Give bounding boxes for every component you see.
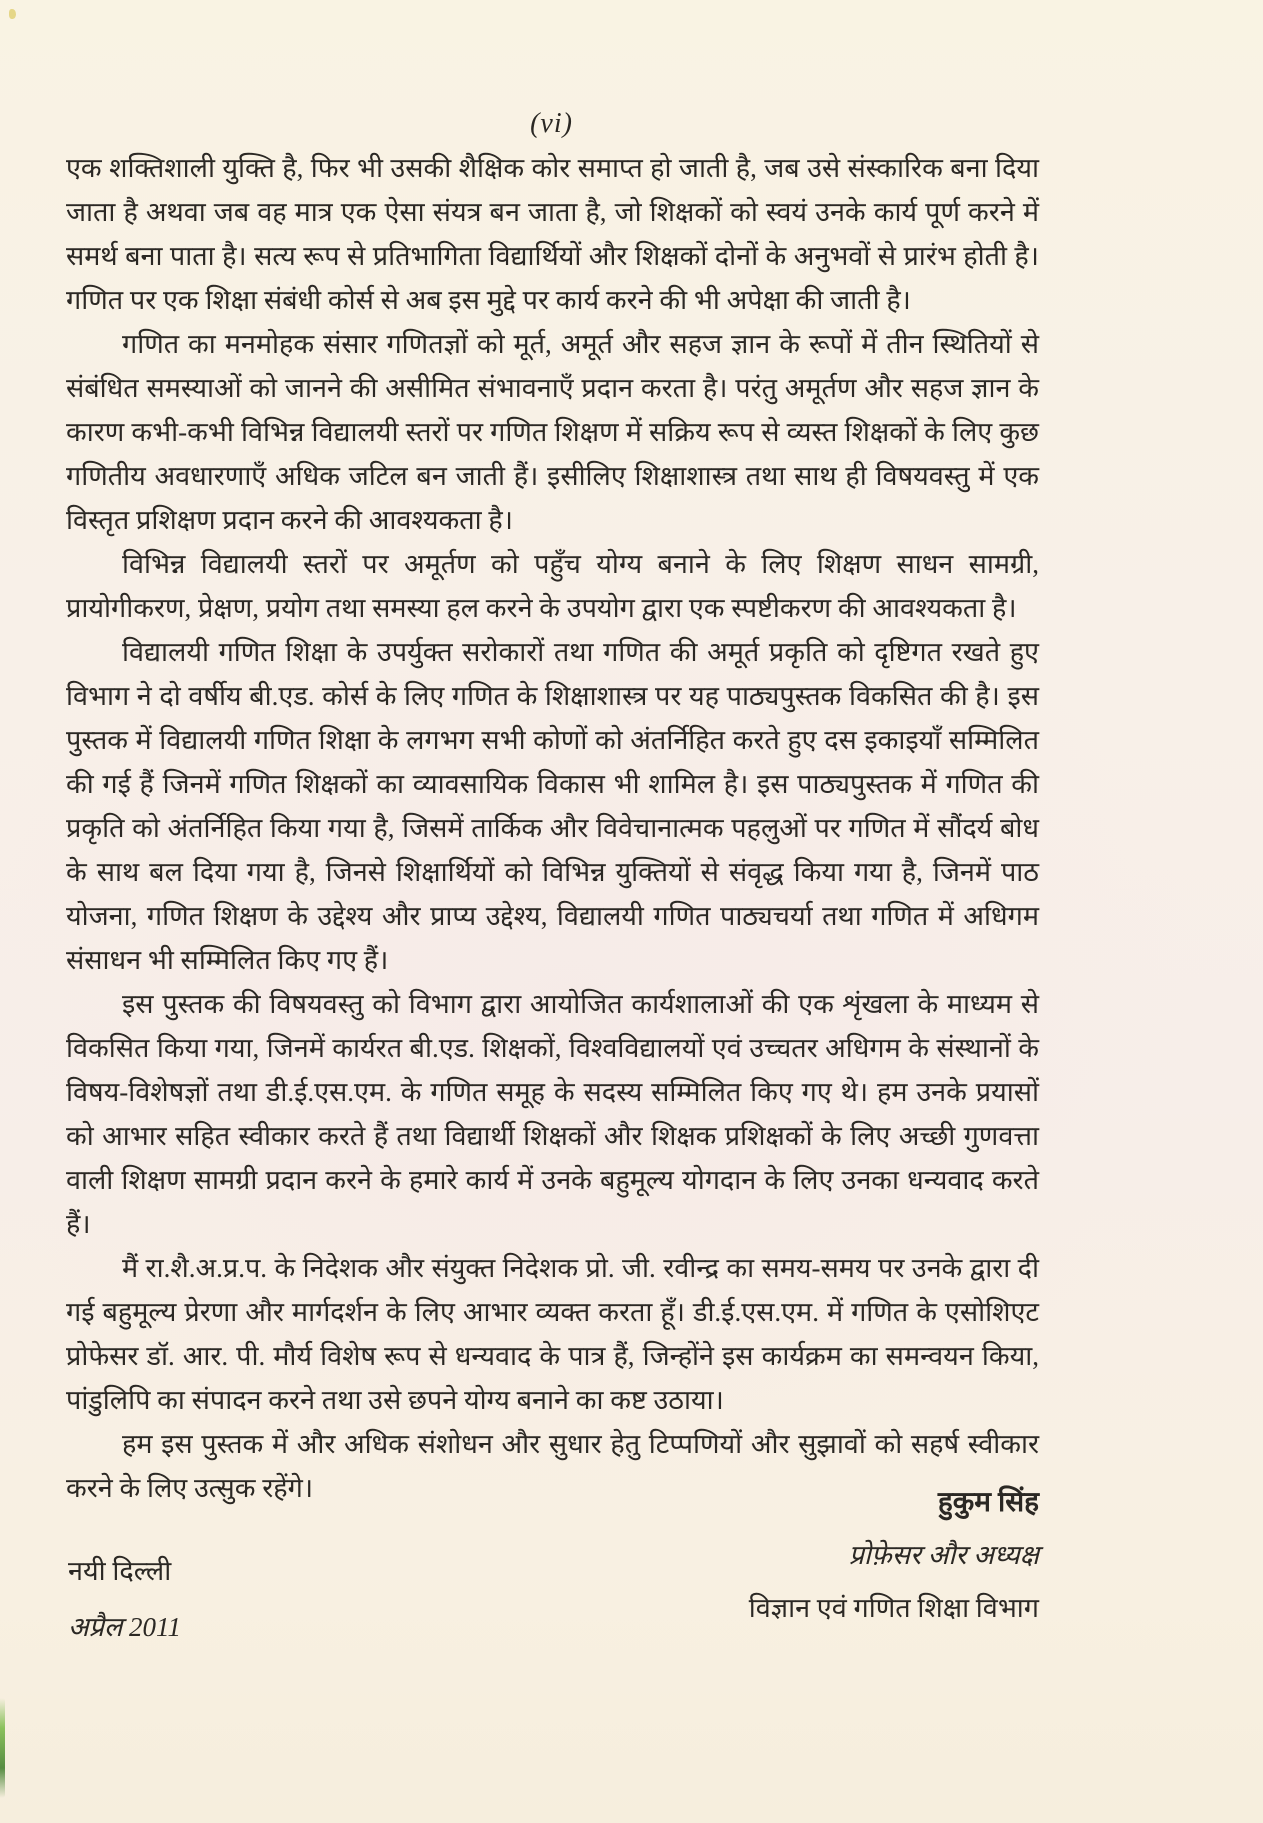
place: नयी दिल्ली	[68, 1556, 172, 1586]
preface-body	[66, 146, 1039, 1510]
signature-block	[66, 1476, 1039, 1635]
paragraph-7: हम इस पुस्तक में और अधिक संशोधन और सुधार हेतु टिप्पणियों और सुझावों को सहर्ष स्वीकार करने के लिए उत्सुक रहेंगे।	[66, 1429, 1039, 1503]
signature-department: विज्ञान एवं गणित शिक्षा विभाग	[748, 1593, 1039, 1623]
scan-speck-artifact	[9, 9, 16, 19]
scan-edge-artifact	[0, 1698, 5, 1798]
signature-title: प्रोफ़ेसर और अध्यक्ष	[848, 1540, 1039, 1570]
date: अप्रैल 2011	[68, 1612, 182, 1642]
page-number: (vi)	[530, 108, 573, 139]
paragraph-6: मैं रा.शै.अ.प्र.प. के निदेशक और संयुक्त निदेशक प्रो. जी. रवीन्द्र का समय-समय पर उनके द्वारा दी गई बहुमूल्य प्रेरणा और मार्गदर्शन के लिए आभार व्यक्त करता हूँ। डी.ई.एस.एम. में गणित के एसोशिएट प्रोफेसर डॉ. आर. पी. मौर्य विशेष रूप से धन्यवाद के पात्र हैं, जिन्होंने इस कार्यक्रम का समन्वयन किया, पांडुलिपि का संपादन करने तथा उसे छपने योग्य बनाने का कष्ट उठाया।	[66, 1253, 1039, 1415]
paragraph-2: गणित का मनमोहक संसार गणितज्ञों को मूर्त, अमूर्त और सहज ज्ञान के रूपों में तीन स्थितियों से संबंधित समस्याओं को जानने की असीमित संभावनाएँ प्रदान करता है। परंतु अमूर्तण और सहज ज्ञान के कारण कभी-कभी विभिन्न विद्यालयी स्तरों पर गणित शिक्षण में सक्रिय रूप से व्यस्त शिक्षकों के लिए कुछ गणितीय अवधारणाएँ अधिक जटिल बन जाती हैं। इसीलिए शिक्षाशास्त्र तथा साथ ही विषयवस्तु में एक विस्तृत प्रशिक्षण प्रदान करने की आवश्यकता है।	[66, 329, 1039, 535]
signature-name: हुकुम सिंह	[937, 1487, 1039, 1518]
paragraph-1: एक शक्तिशाली युक्ति है, फिर भी उसकी शैक्षिक कोर समाप्त हो जाती है, जब उसे संस्कारिक बना दिया जाता है अथवा जब वह मात्र एक ऐसा संयत्र बन जाता है, जो शिक्षकों को स्वयं उनके कार्य पूर्ण करने में समर्थ बना पाता है। सत्य रूप से प्रतिभागिता विद्यार्थियों और शिक्षकों दोनों के अनुभवों से प्रारंभ होती है। गणित पर एक शिक्षा संबंधी कोर्स से अब इस मुद्दे पर कार्य करने की भी अपेक्षा की जाती है।	[66, 153, 1039, 315]
place-date-block	[68, 1543, 181, 1655]
paragraph-4: विद्यालयी गणित शिक्षा के उपर्युक्त सरोकारों तथा गणित की अमूर्त प्रकृति को दृष्टिगत रखते हुए विभाग ने दो वर्षीय बी.एड. कोर्स के लिए गणित के शिक्षाशास्त्र पर यह पाठ्यपुस्तक विकसित की है। इस पुस्तक में विद्यालयी गणित शिक्षा के लगभग सभी कोणों को अंतर्निहित करते हुए दस इकाइयाँ सम्मिलित की गई हैं जिनमें गणित शिक्षकों का व्यावसायिक विकास भी शामिल है। इस पाठ्यपुस्तक में गणित की प्रकृति को अंतर्निहित किया गया है, जिसमें तार्किक और विवेचानात्मक पहलुओं पर गणित में सौंदर्य बोध के साथ बल दिया गया है, जिनसे शिक्षार्थियों को विभिन्न युक्तियों से संवृद्ध किया गया है, जिनमें पाठ योजना, गणित शिक्षण के उद्देश्य और प्राप्य उद्देश्य, विद्यालयी गणित पाठ्यचर्या तथा गणित में अधिगम संसाधन भी सम्मिलित किए गए हैं।	[66, 637, 1039, 975]
paragraph-3: विभिन्न विद्यालयी स्तरों पर अमूर्तण को पहुँच योग्य बनाने के लिए शिक्षण साधन सामग्री, प्रायोगीकरण, प्रेक्षण, प्रयोग तथा समस्या हल करने के उपयोग द्वारा एक स्पष्टीकरण की आवश्यकता है।	[66, 549, 1039, 623]
paragraph-5: इस पुस्तक की विषयवस्तु को विभाग द्वारा आयोजित कार्यशालाओं की एक शृंखला के माध्यम से विकसित किया गया, जिनमें कार्यरत बी.एड. शिक्षकों, विश्वविद्यालयों एवं उच्चतर अधिगम के संस्थानों के विषय-विशेषज्ञों तथा डी.ई.एस.एम. के गणित समूह के सदस्य सम्मिलित किए गए थे। हम उनके प्रयासों को आभार सहित स्वीकार करते हैं तथा विद्यार्थी शिक्षकों और शिक्षक प्रशिक्षकों के लिए अच्छी गुणवत्ता वाली शिक्षण सामग्री प्रदान करने के हमारे कार्य में उनके बहुमूल्य योगदान के लिए उनका धन्यवाद करते हैं।	[66, 989, 1039, 1239]
